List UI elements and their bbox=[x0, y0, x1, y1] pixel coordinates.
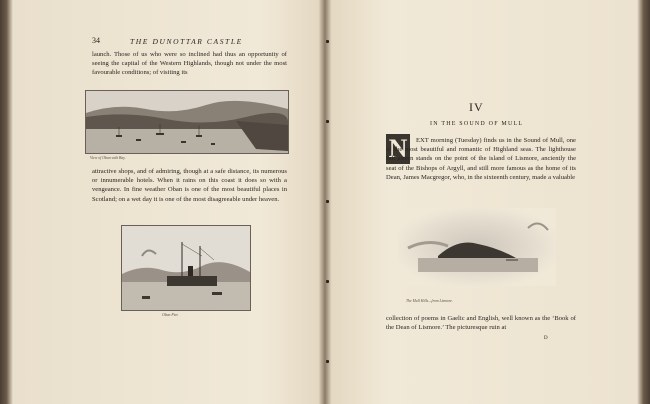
oban-pier-caption: Oban Pier. bbox=[162, 313, 179, 317]
right-paragraph-1: EXT morning (Tuesday) finds us in the Sound of Mull, one of the most beautiful and romantic of Highland seas. The lighthouse full astern stands on the point of the island of Lismore, anciently the seat of the Bishops of Argyll, and still more famous as the home of its Dean, James Macgregor, who, in the sixteenth century, made a valuable bbox=[386, 137, 576, 181]
drop-cap: N bbox=[386, 134, 410, 164]
oban-bay-illustration bbox=[85, 90, 289, 154]
binding-stitch bbox=[326, 280, 329, 283]
binding-stitch bbox=[326, 40, 329, 43]
signature-mark: D bbox=[544, 336, 548, 341]
binding-stitch bbox=[326, 120, 329, 123]
left-page bbox=[12, 0, 322, 404]
chapter-number: IV bbox=[469, 100, 484, 114]
mull-hills-engraving bbox=[398, 208, 556, 286]
running-head: THE DUNOTTAR CASTLE bbox=[130, 37, 243, 46]
oban-bay-engraving bbox=[86, 91, 288, 153]
left-page-number: 34 bbox=[92, 36, 100, 45]
oban-pier-engraving bbox=[122, 226, 250, 310]
mull-hills-caption: The Mull Hills—from Lismore. bbox=[406, 299, 453, 303]
right-page bbox=[330, 0, 640, 404]
chapter-title: IN THE SOUND OF MULL bbox=[430, 121, 524, 127]
oban-bay-caption: View of Oban with Bay. bbox=[90, 156, 126, 160]
left-paragraph-1: launch. Those of us who were so inclined had thus an opportunity of seeing the capital of the Western Highlands, though not under the most favourable conditions; of visiting its bbox=[92, 51, 287, 77]
right-paragraph-2: collection of poems in Gaelic and English, well known as the ‘Book of the Dean of Lismore.’ The picturesque ruin at bbox=[386, 315, 576, 332]
mull-hills-illustration bbox=[398, 208, 556, 286]
binding-stitch bbox=[326, 360, 329, 363]
binding-stitch bbox=[326, 200, 329, 203]
left-paragraph-2: attractive shops, and of admiring, though at a safe distance, its numerous or innumerable hotels. When it rains on this coast it does so with a vengeance. In fine weather Oban is one of the most beautiful places in Scotland; on a wet day it is one of the most disagreeable under heaven. bbox=[92, 168, 287, 203]
oban-pier-illustration bbox=[121, 225, 251, 311]
